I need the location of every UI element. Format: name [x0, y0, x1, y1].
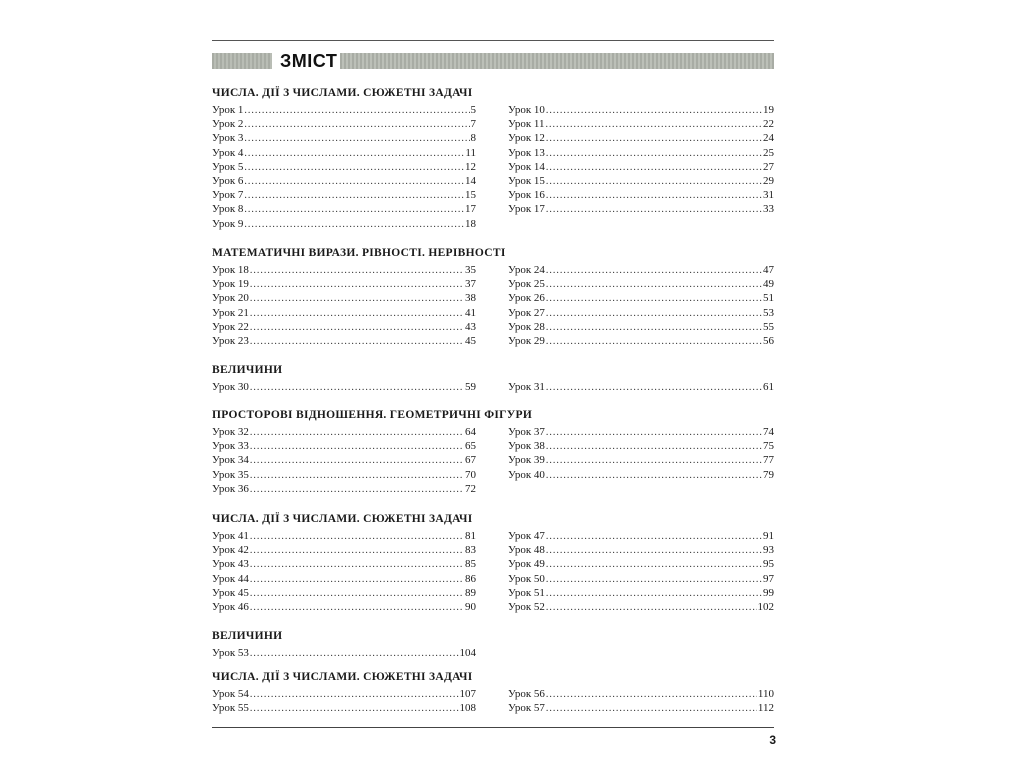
toc-entry: [212, 160, 476, 174]
dot-leader: [244, 132, 469, 146]
page-ref: 67: [465, 454, 476, 467]
toc-entry: [212, 131, 476, 145]
lesson-label: Урок 6: [212, 174, 244, 187]
toc-entry: [508, 202, 774, 216]
dot-leader: [244, 203, 464, 217]
contents-header: [212, 51, 774, 71]
lesson-label: Урок 56: [508, 688, 545, 700]
lesson-label: Урок 16: [508, 189, 545, 202]
lesson-label: Урок 27: [508, 306, 545, 319]
toc-entry: [212, 380, 476, 394]
page-ref: 37: [465, 278, 476, 291]
page-ref: 43: [465, 320, 476, 333]
lesson-label: Урок 44: [212, 572, 249, 585]
toc-entry: [508, 117, 774, 131]
toc-entry: [212, 482, 476, 496]
toc-entry: [508, 529, 774, 543]
lesson-label: Урок 21: [212, 306, 249, 319]
section-4: [212, 407, 774, 495]
dot-leader: [250, 587, 464, 601]
lesson-label: Урок 3: [212, 132, 244, 145]
lesson-label: Урок 32: [212, 426, 249, 438]
toc-entry: [508, 103, 774, 117]
page-ref: 90: [465, 600, 476, 613]
dot-leader: [546, 335, 762, 349]
left-column: [212, 380, 476, 394]
toc-entry: [212, 146, 476, 160]
page-ref: 104: [459, 647, 476, 659]
page-ref: 55: [763, 320, 774, 333]
dot-leader: [546, 104, 762, 118]
dot-leader: [546, 118, 762, 132]
dot-leader: [244, 175, 464, 189]
lesson-label: Урок 46: [212, 600, 249, 613]
page-ref: 65: [465, 440, 476, 453]
dot-leader: [546, 702, 757, 716]
left-column: [212, 425, 476, 496]
toc-entry: [212, 188, 476, 202]
lesson-label: Урок 7: [212, 189, 244, 202]
page-ref: 72: [465, 482, 476, 495]
dot-leader: [546, 587, 762, 601]
dot-leader: [250, 321, 464, 335]
lesson-label: Урок 30: [212, 381, 249, 393]
lesson-label: Урок 38: [508, 440, 545, 453]
dot-leader: [546, 264, 762, 278]
toc-entry: [212, 103, 476, 117]
dot-leader: [546, 147, 762, 161]
page-ref: 95: [763, 558, 774, 571]
toc-entry: [212, 687, 476, 701]
toc-entry: [508, 572, 774, 586]
page-ref: 17: [465, 203, 476, 216]
toc-entry: [508, 146, 774, 160]
lesson-label: Урок 19: [212, 278, 249, 291]
page-ref: 97: [763, 572, 774, 585]
lesson-label: Урок 9: [212, 217, 244, 230]
lesson-label: Урок 10: [508, 104, 545, 116]
lesson-label: Урок 17: [508, 203, 545, 216]
toc-entry: [212, 543, 476, 557]
toc-entry: [212, 468, 476, 482]
lesson-label: Урок 36: [212, 482, 249, 495]
lesson-label: Урок 48: [508, 544, 545, 557]
page-ref: 41: [465, 306, 476, 319]
toc-entry: [508, 586, 774, 600]
lesson-label: Урок 52: [508, 600, 545, 613]
page-ref: 18: [465, 217, 476, 230]
section-title: ПРОСТОРОВІ ВІДНОШЕННЯ. ГЕОМЕТРИЧНІ ФІГУРИ: [212, 409, 533, 421]
toc-entry: [508, 600, 774, 614]
lesson-label: Урок 5: [212, 160, 244, 173]
lesson-label: Урок 22: [212, 320, 249, 333]
dot-leader: [250, 601, 464, 615]
dot-leader: [546, 203, 762, 217]
toc-entry: [508, 277, 774, 291]
dot-leader: [250, 469, 464, 483]
toc-entry: [508, 263, 774, 277]
dot-leader: [546, 189, 762, 203]
left-column: [212, 263, 476, 348]
dot-leader: [546, 175, 762, 189]
right-column: [508, 687, 774, 715]
lesson-label: Урок 2: [212, 118, 244, 131]
lesson-label: Урок 47: [508, 530, 545, 542]
page-ref: 93: [763, 544, 774, 557]
right-column: [508, 425, 774, 482]
lesson-label: Урок 26: [508, 292, 545, 305]
toc-entry: [508, 306, 774, 320]
page-ref: 99: [763, 586, 774, 599]
dot-leader: [250, 335, 464, 349]
dot-leader: [546, 381, 762, 395]
page-ref: 19: [763, 104, 774, 116]
dot-leader: [244, 189, 464, 203]
lesson-label: Урок 51: [508, 586, 545, 599]
page-ref: 27: [763, 160, 774, 173]
lesson-label: Урок 20: [212, 292, 249, 305]
lesson-label: Урок 12: [508, 132, 545, 145]
top-rule: [212, 40, 774, 41]
dot-leader: [546, 292, 762, 306]
page-ref: 56: [763, 334, 774, 347]
page-ref: 31: [763, 189, 774, 202]
toc-entry: [212, 117, 476, 131]
page-ref: 47: [763, 264, 774, 276]
lesson-label: Урок 15: [508, 174, 545, 187]
page-ref: 61: [763, 381, 774, 393]
dot-leader: [250, 558, 464, 572]
dot-leader: [244, 147, 464, 161]
dot-leader: [244, 104, 469, 118]
page-ref: 86: [465, 572, 476, 585]
dot-leader: [250, 544, 464, 558]
toc-entry: [508, 425, 774, 439]
toc-entry: [508, 131, 774, 145]
page-ref: 38: [465, 292, 476, 305]
page-ref: 8: [470, 132, 476, 145]
dot-leader: [250, 483, 464, 497]
page-ref: 91: [763, 530, 774, 542]
dot-leader: [546, 530, 762, 544]
lesson-label: Урок 50: [508, 572, 545, 585]
page-ref: 102: [757, 600, 774, 613]
dot-leader: [546, 544, 762, 558]
section-title: ЧИСЛА. ДІЇ З ЧИСЛАМИ. СЮЖЕТНІ ЗАДАЧІ: [212, 671, 473, 683]
page-ref: 83: [465, 544, 476, 557]
lesson-label: Урок 8: [212, 203, 244, 216]
page-ref: 81: [465, 530, 476, 542]
toc-entry: [212, 557, 476, 571]
toc-entry: [508, 557, 774, 571]
lesson-label: Урок 18: [212, 264, 249, 276]
dot-leader: [250, 530, 464, 544]
header-bar-right: [340, 53, 774, 69]
section-title: ЧИСЛА. ДІЇ З ЧИСЛАМИ. СЮЖЕТНІ ЗАДАЧІ: [212, 513, 473, 525]
dot-leader: [546, 307, 762, 321]
page-ref: 53: [763, 306, 774, 319]
section-title: ВЕЛИЧИНИ: [212, 630, 283, 642]
page-ref: 85: [465, 558, 476, 571]
dot-leader: [546, 440, 762, 454]
lesson-label: Урок 29: [508, 334, 545, 347]
dot-leader: [250, 426, 464, 440]
lesson-label: Урок 45: [212, 586, 249, 599]
dot-leader: [250, 440, 464, 454]
toc-entry: [212, 202, 476, 216]
bottom-rule: [212, 727, 774, 728]
page-ref: 112: [757, 702, 774, 715]
section-5: [212, 511, 774, 613]
page-ref: 51: [763, 292, 774, 305]
section-title: МАТЕМАТИЧНІ ВИРАЗИ. РІВНОСТІ. НЕРІВНОСТІ: [212, 247, 506, 259]
lesson-label: Урок 23: [212, 334, 249, 347]
dot-leader: [546, 426, 762, 440]
toc-entry: [508, 160, 774, 174]
dot-leader: [546, 469, 762, 483]
dot-leader: [244, 218, 464, 232]
right-column: [508, 103, 774, 217]
toc-entry: [212, 306, 476, 320]
dot-leader: [244, 118, 469, 132]
dot-leader: [546, 132, 762, 146]
dot-leader: [546, 601, 757, 615]
page-ref: 7: [470, 118, 476, 131]
lesson-label: Урок 57: [508, 702, 545, 715]
toc-entry: [508, 468, 774, 482]
toc-entry: [212, 453, 476, 467]
dot-leader: [250, 688, 459, 702]
lesson-label: Урок 13: [508, 146, 545, 159]
toc-entry: [212, 174, 476, 188]
page-ref: 77: [763, 454, 774, 467]
page-ref: 59: [465, 381, 476, 393]
dot-leader: [250, 264, 464, 278]
toc-entry: [508, 380, 774, 394]
page-ref: 74: [763, 426, 774, 438]
section-7: [212, 669, 774, 715]
toc-entry: [508, 439, 774, 453]
lesson-label: Урок 53: [212, 647, 249, 659]
dot-leader: [250, 454, 464, 468]
page-ref: 45: [465, 334, 476, 347]
page-ref: 14: [465, 174, 476, 187]
toc-entry: [212, 334, 476, 348]
page-ref: 107: [459, 688, 476, 700]
toc-entry: [212, 291, 476, 305]
lesson-label: Урок 1: [212, 104, 244, 116]
dot-leader: [546, 278, 762, 292]
page-ref: 12: [465, 160, 476, 173]
lesson-label: Урок 11: [508, 118, 545, 131]
page-ref: 108: [459, 702, 476, 715]
dot-leader: [250, 278, 464, 292]
toc-entry: [212, 439, 476, 453]
page-ref: 25: [763, 146, 774, 159]
lesson-label: Урок 24: [508, 264, 545, 276]
toc-entry: [212, 646, 476, 660]
toc-entry: [212, 529, 476, 543]
toc-entry: [508, 188, 774, 202]
lesson-label: Урок 31: [508, 381, 545, 393]
right-column: [508, 380, 774, 394]
page-ref: 49: [763, 278, 774, 291]
header-bar-left: [212, 53, 272, 69]
section-2: [212, 245, 774, 347]
lesson-label: Урок 55: [212, 702, 249, 715]
dot-leader: [546, 321, 762, 335]
toc-entry: [508, 291, 774, 305]
toc-entry: [212, 600, 476, 614]
toc-entry: [212, 320, 476, 334]
dot-leader: [546, 161, 762, 175]
lesson-label: Урок 14: [508, 160, 545, 173]
left-column: [212, 529, 476, 614]
toc-entry: [508, 320, 774, 334]
page-ref: 29: [763, 174, 774, 187]
dot-leader: [546, 558, 762, 572]
lesson-label: Урок 43: [212, 558, 249, 571]
dot-leader: [546, 573, 762, 587]
dot-leader: [250, 573, 464, 587]
lesson-label: Урок 28: [508, 320, 545, 333]
page-ref: 33: [763, 203, 774, 216]
lesson-label: Урок 33: [212, 440, 249, 453]
left-column: [212, 687, 476, 715]
page-ref: 35: [465, 264, 476, 276]
section-6: [212, 628, 774, 659]
dot-leader: [250, 307, 464, 321]
dot-leader: [250, 702, 459, 716]
lesson-label: Урок 37: [508, 426, 545, 438]
page-ref: 89: [465, 586, 476, 599]
toc-entry: [212, 701, 476, 715]
toc-entry: [212, 217, 476, 231]
page-ref: 5: [470, 104, 476, 116]
lesson-label: Урок 54: [212, 688, 249, 700]
toc-entry: [508, 453, 774, 467]
lesson-label: Урок 4: [212, 146, 244, 159]
section-title: ВЕЛИЧИНИ: [212, 364, 283, 376]
toc-entry: [212, 277, 476, 291]
toc-entry: [212, 263, 476, 277]
page-number: 3: [769, 733, 776, 747]
toc-entry: [212, 586, 476, 600]
page-ref: 70: [465, 468, 476, 481]
page-ref: 75: [763, 440, 774, 453]
lesson-label: Урок 34: [212, 454, 249, 467]
toc-entry: [508, 701, 774, 715]
toc-entry: [212, 425, 476, 439]
page-ref: 11: [465, 146, 476, 159]
page-ref: 22: [763, 118, 774, 131]
dot-leader: [546, 688, 757, 702]
toc-entry: [508, 334, 774, 348]
dot-leader: [546, 454, 762, 468]
left-column: [212, 103, 476, 231]
left-column: [212, 646, 476, 660]
lesson-label: Урок 41: [212, 530, 249, 542]
section-title: ЧИСЛА. ДІЇ З ЧИСЛАМИ. СЮЖЕТНІ ЗАДАЧІ: [212, 87, 473, 99]
page-ref: 24: [763, 132, 774, 145]
page-ref: 79: [763, 468, 774, 481]
toc-entry: [508, 174, 774, 188]
toc-entry: [508, 687, 774, 701]
lesson-label: Урок 35: [212, 468, 249, 481]
dot-leader: [244, 161, 464, 175]
right-column: [508, 263, 774, 348]
lesson-label: Урок 42: [212, 544, 249, 557]
section-3: [212, 362, 774, 393]
dot-leader: [250, 292, 464, 306]
section-1: [212, 85, 774, 230]
lesson-label: Урок 25: [508, 278, 545, 291]
dot-leader: [250, 647, 459, 661]
page-ref: 64: [465, 426, 476, 438]
toc-entry: [508, 543, 774, 557]
lesson-label: Урок 40: [508, 468, 545, 481]
page-ref: 110: [757, 688, 774, 700]
right-column: [508, 529, 774, 614]
lesson-label: Урок 39: [508, 454, 545, 467]
dot-leader: [250, 381, 464, 395]
lesson-label: Урок 49: [508, 558, 545, 571]
toc-entry: [212, 572, 476, 586]
page-title: ЗМІСТ: [280, 51, 338, 71]
page-ref: 15: [465, 189, 476, 202]
